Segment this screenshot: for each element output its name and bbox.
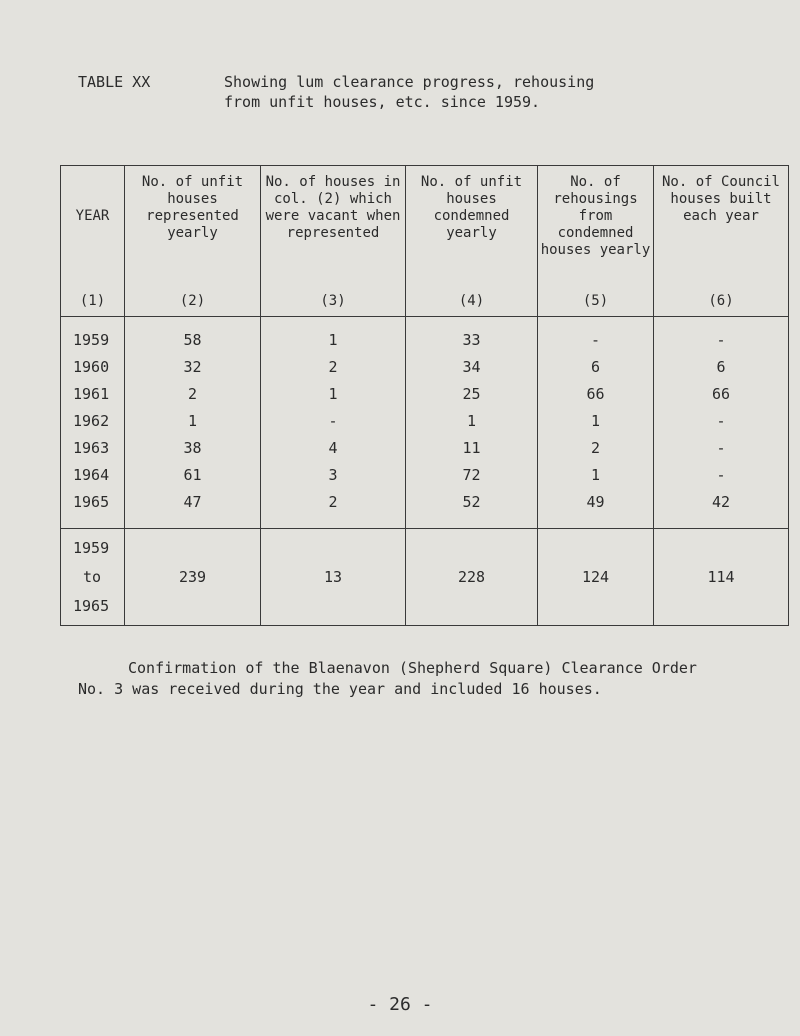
note-line1: Confirmation of the Blaenavon (Shepherd Square) Clearance Order — [128, 659, 697, 677]
total-section — [61, 529, 789, 626]
page-number: - 26 - — [367, 994, 433, 1015]
table-row: 1962 1 - 1 1 - — [61, 408, 789, 435]
table-caption — [78, 72, 594, 112]
table-row: 1963 38 4 11 2 - — [61, 435, 789, 462]
total-rehousings: 124 — [538, 529, 654, 626]
column-header-rehousings: No. of rehousings from condemned houses yearly (5) — [538, 166, 654, 317]
table-row: 1964 61 3 72 1 - — [61, 462, 789, 489]
table-row: 1965 47 2 52 49 42 — [61, 489, 789, 529]
slum-clearance-table — [60, 165, 789, 626]
confirmation-note — [78, 658, 758, 700]
total-council-houses: 114 — [654, 529, 789, 626]
table-row: 1959 58 1 33 - - — [61, 317, 789, 355]
header-row — [61, 166, 789, 317]
total-year-range: 1959 to 1965 — [61, 529, 125, 626]
column-header-vacant: No. of houses in col. (2) which were vacant when represented (3) — [261, 166, 406, 317]
table-title-line2: from unfit houses, etc. since 1959. — [224, 93, 541, 111]
column-header-council-houses: No. of Council houses built each year (6) — [654, 166, 789, 317]
table-title-line1: Showing lum clearance progress, rehousing — [224, 73, 595, 91]
column-header-unfit-represented: No. of unfit houses represented yearly (2) — [125, 166, 261, 317]
total-condemned: 228 — [406, 529, 538, 626]
column-header-year: YEAR (1) — [61, 166, 125, 317]
total-row — [61, 529, 789, 626]
total-vacant: 13 — [261, 529, 406, 626]
total-unfit-represented: 239 — [125, 529, 261, 626]
table-row: 1960 32 2 34 6 6 — [61, 354, 789, 381]
note-line2: No. 3 was received during the year and included 16 houses. — [78, 680, 602, 698]
table-label: TABLE XX — [78, 73, 151, 91]
column-header-condemned: No. of unfit houses condemned yearly (4) — [406, 166, 538, 317]
table-row: 1961 2 1 25 66 66 — [61, 381, 789, 408]
yearly-rows — [61, 317, 789, 529]
